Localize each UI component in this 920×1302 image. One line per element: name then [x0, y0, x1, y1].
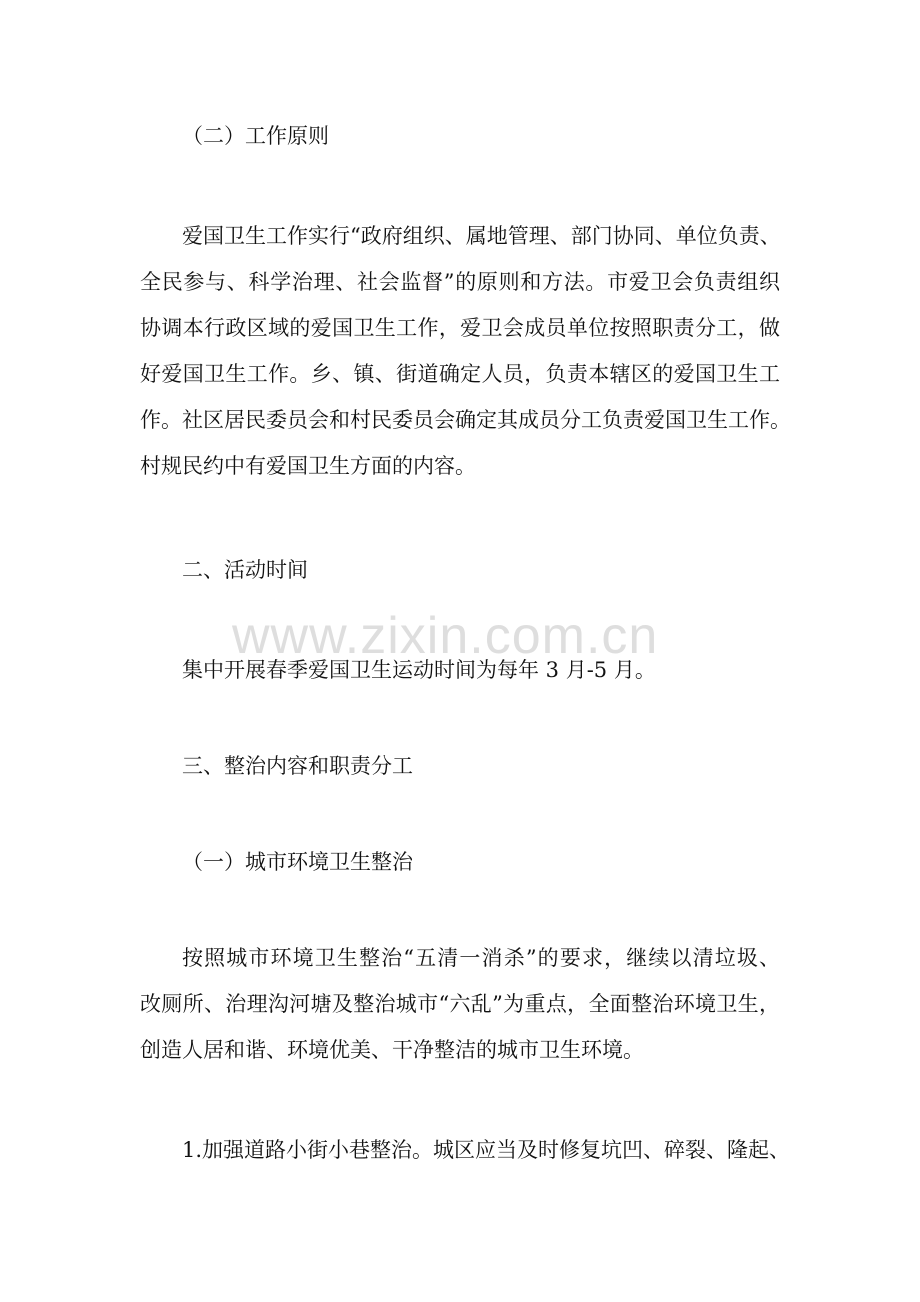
paragraph-line: 协调本行政区域的爱国卫生工作，爱卫会成员单位按照职责分工，做: [140, 316, 780, 340]
paragraph-line: 村规民约中有爱国卫生方面的内容。: [140, 454, 476, 478]
paragraph-activity-time: 集中开展春季爱国卫生运动时间为每年 3 月-5 月。: [182, 658, 656, 682]
paragraph-item-1: 1.加强道路小街小巷整治。城区应当及时修复坑凹、碎裂、隆起、: [182, 1138, 791, 1162]
paragraph-line: 改厕所、治理沟河塘及整治城市“六乱”为重点，全面整治环境卫生，: [140, 992, 780, 1016]
watermark-text: www.zixin.com.cn: [232, 607, 659, 665]
heading-work-principles: （二）工作原则: [182, 124, 329, 148]
heading-activity-time: 二、活动时间: [182, 558, 308, 582]
paragraph-line: 创造人居和谐、环境优美、干净整洁的城市卫生环境。: [140, 1038, 644, 1062]
heading-city-sanitation: （一）城市环境卫生整治: [182, 850, 413, 874]
heading-content-duties: 三、整治内容和职责分工: [182, 754, 413, 778]
paragraph-line: 爱国卫生工作实行“政府组织、属地管理、部门协同、单位负责、: [182, 224, 781, 248]
paragraph-line: 全民参与、科学治理、社会监督”的原则和方法。市爱卫会负责组织: [140, 270, 780, 294]
paragraph-line: 作。社区居民委员会和村民委员会确定其成员分工负责爱国卫生工作。: [140, 408, 791, 432]
paragraph-line: 好爱国卫生工作。乡、镇、街道确定人员，负责本辖区的爱国卫生工: [140, 362, 780, 386]
paragraph-line: 按照城市环境卫生整治“五清一消杀”的要求，继续以清垃圾、: [182, 946, 780, 970]
